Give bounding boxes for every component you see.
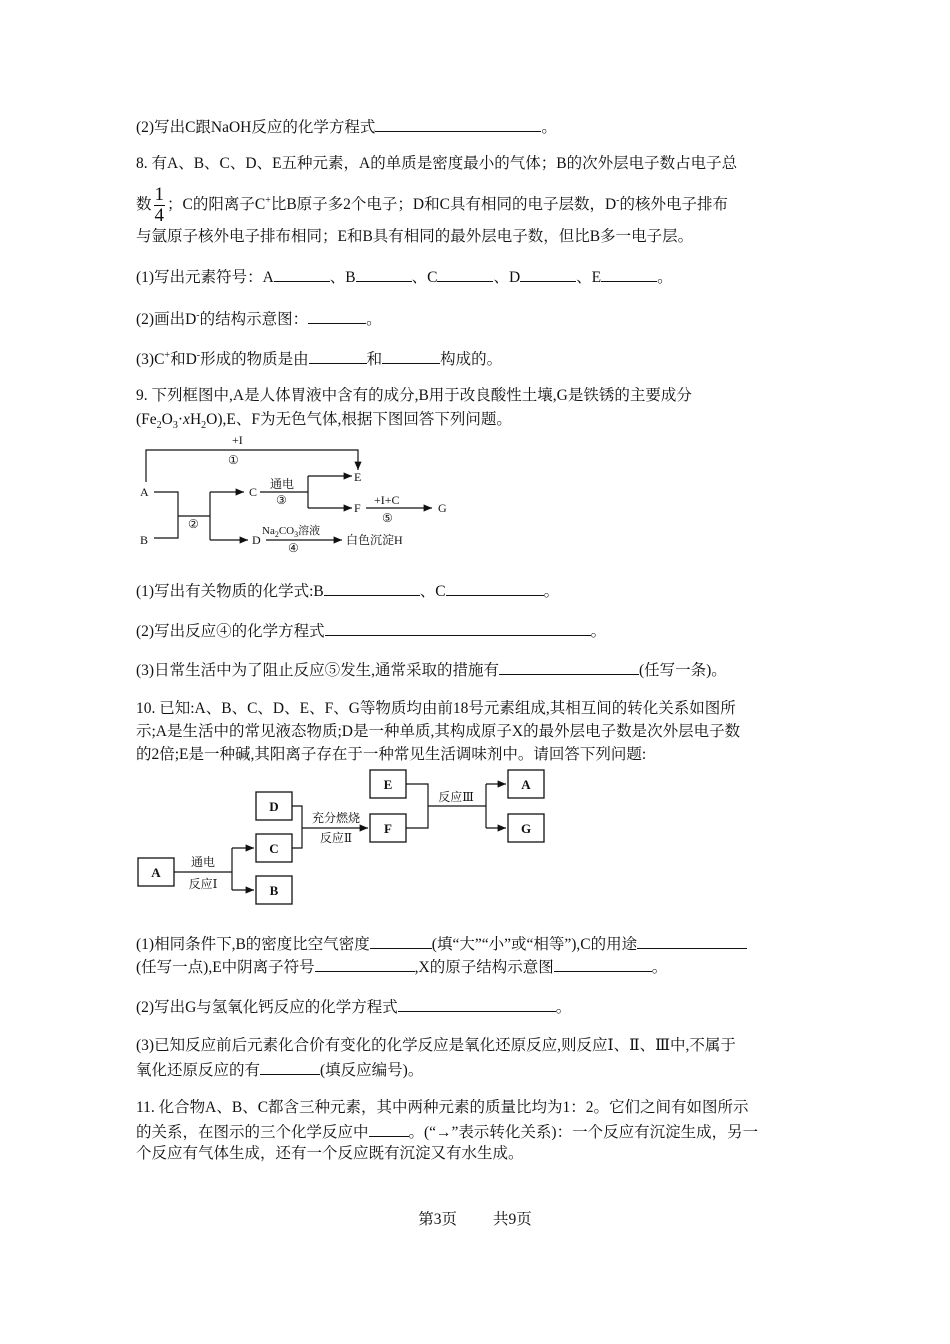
answer-blank[interactable] <box>274 266 330 282</box>
label-white-precipitate: 白色沉淀H <box>346 533 403 547</box>
label-n1: ① <box>228 453 239 467</box>
q10-stem-line2: 示;A是生活中的常见液态物质;D是一种单质,其构成原子X的最外层电子数是次外层电子数 <box>136 723 741 740</box>
answer-blank[interactable] <box>382 348 440 364</box>
fraction: $\frac{1}{4}$ <box>154 184 165 227</box>
answer-blank[interactable] <box>554 956 652 972</box>
node-f: F <box>384 821 392 836</box>
q10-flow-diagram <box>130 764 560 914</box>
label-na2co3: $Na_2CO_3$溶液 <box>262 525 321 539</box>
q8-stem-line2: 数 $\frac{1}{4}$ ；C的阳离子C+比B原子多2个电子；D和C具有相同的电子层数，D-的核外电子排布 <box>136 184 729 227</box>
answer-blank[interactable] <box>499 659 639 675</box>
q10-part2: (2)写出G与氢氧化钙反应的化学方程式 。 <box>136 996 571 1018</box>
label-reaction2: 反应Ⅱ <box>319 831 353 845</box>
answer-blank[interactable] <box>375 116 541 132</box>
page-total: 共9页 <box>493 1211 532 1228</box>
q11-line3: 个反应有气体生成，还有一个反应既有沉淀又有水生成。 <box>136 1145 524 1162</box>
q9-stem-line1: 9. 下列框图中,A是人体胃液中含有的成分,B用于改良酸性土壤,G是铁锈的主要成分 <box>136 387 692 404</box>
answer-blank[interactable] <box>520 266 576 282</box>
bracket-d-c <box>292 806 302 848</box>
node-e: E <box>383 777 393 792</box>
path-a-to-e <box>146 450 358 482</box>
answer-blank[interactable] <box>260 1059 320 1075</box>
q9-part3: (3)日常生活中为了阻止反应⑤发生,通常采取的措施有 (任写一条)。 <box>136 659 727 681</box>
page-footer <box>0 1207 950 1229</box>
q10-stem-line3: 的2倍;E是一种碱,其阳离子存在于一种常见生活调味剂中。请回答下列问题: <box>136 746 647 763</box>
node-b: B <box>269 883 279 898</box>
answer-blank[interactable] <box>437 266 493 282</box>
bracket-a-b <box>154 492 178 538</box>
answer-blank[interactable] <box>446 580 544 596</box>
q11-line1: 11. 化合物A、B、C都含三种元素，其中两种元素的质量比均为1：2。它们之间有如图所示 <box>136 1099 749 1116</box>
q8-part3: (3)C+和D-形成的物质是由 和 构成的。 <box>136 350 503 369</box>
label-n5: ⑤ <box>382 511 393 525</box>
answer-blank[interactable] <box>309 348 367 364</box>
node-e: E <box>354 470 362 484</box>
answer-blank[interactable] <box>601 266 657 282</box>
q9-stem-line2: $(Fe_2O_3\cdot xH_2O),E$、F为无色气体,根据下图回答下列问题。 <box>136 411 512 432</box>
q10-part1-line2: (任写一点),E中阴离子符号 ,X的原子结构示意图 。 <box>136 956 667 978</box>
answer-blank[interactable] <box>369 1121 409 1137</box>
q7-part2: (2)写出C跟NaOH反应的化学方程式 。 <box>136 116 557 138</box>
answer-blank[interactable] <box>325 620 591 636</box>
answer-blank[interactable] <box>356 266 412 282</box>
answer-blank[interactable] <box>315 956 415 972</box>
node-f: F <box>354 501 361 515</box>
answer-blank[interactable] <box>398 996 556 1012</box>
answer-blank[interactable] <box>370 933 432 949</box>
node-b: B <box>140 533 149 547</box>
q10-part3-line2: 氧化还原反应的有 (填反应编号)。 <box>136 1059 423 1081</box>
node-d: D <box>269 799 279 814</box>
node-a: A <box>151 865 161 880</box>
q8-stem-line3: 与氩原子核外电子排布相同；E和B具有相同的最外层电子数，但比B多一电子层。 <box>136 228 694 245</box>
label-reaction3: 反应Ⅲ <box>438 790 474 804</box>
node-a2: A <box>521 777 531 792</box>
q9-flow-diagram <box>130 430 470 555</box>
answer-blank[interactable] <box>308 308 366 324</box>
label-plus-ic: +I+C <box>374 493 400 507</box>
label-electrolysis: 通电 <box>270 477 295 491</box>
q10-part1-line1: (1)相同条件下,B的密度比空气密度 (填“大”“小”或“相等”),C的用途 <box>136 933 747 955</box>
node-g: G <box>438 501 447 515</box>
q11-line2: 的关系，在图示的三个化学反应中 。(“→”表示转化关系)：一个反应有沉淀生成，另一 <box>136 1121 758 1143</box>
label-n2: ② <box>188 517 199 531</box>
q8-part2: (2)画出D-的结构示意图： 。 <box>136 310 382 329</box>
label-plus-i: +I <box>232 433 243 447</box>
label-n4: ④ <box>288 541 299 555</box>
q10-part3-line1: (3)已知反应前后元素化合价有变化的化学反应是氧化还原反应,则反应Ⅰ、Ⅱ、Ⅲ中,不属于 <box>136 1037 736 1054</box>
node-c: C <box>269 841 279 856</box>
label-electrolysis: 通电 <box>190 855 216 869</box>
node-c: C <box>249 485 258 499</box>
node-d: D <box>252 533 261 547</box>
answer-blank[interactable] <box>637 933 747 949</box>
node-a: A <box>140 485 149 499</box>
label-reaction1: 反应Ⅰ <box>188 877 218 891</box>
label-n3: ③ <box>276 493 287 507</box>
q9-part2: (2)写出反应④的化学方程式 。 <box>136 620 606 642</box>
label-burn: 充分燃烧 <box>311 811 361 825</box>
q9-part1: (1)写出有关物质的化学式:B 、C 。 <box>136 580 559 602</box>
q8-stem-line1: 8. 有A、B、C、D、E五种元素，A的单质是密度最小的气体；B的次外层电子数占电子总 <box>136 155 738 172</box>
q8-part1: (1)写出元素符号：A 、B 、C 、D 、E 。 <box>136 266 673 288</box>
q10-stem-line1: 10. 已知:A、B、C、D、E、F、G等物质均由前18号元素组成,其相互间的转化关系如图所 <box>136 700 736 717</box>
page-number: 第3页 <box>418 1211 457 1228</box>
node-g: G <box>520 821 532 836</box>
answer-blank[interactable] <box>324 580 420 596</box>
bracket-e-f <box>406 784 428 828</box>
